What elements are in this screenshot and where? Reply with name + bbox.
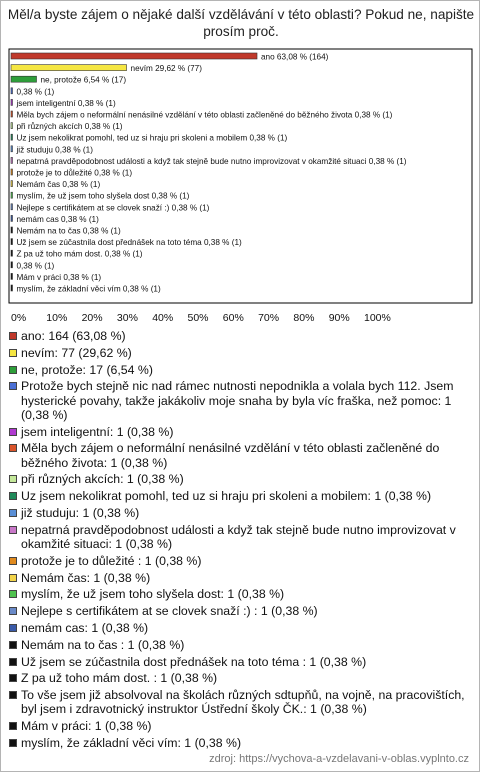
bar-11 (11, 181, 12, 187)
bar-label-13: Nejlepe s certifikátem at se clovek snaží :) 0,38 % (1) (16, 203, 210, 213)
legend-item (9, 571, 473, 585)
bar-4 (11, 99, 12, 105)
bar-label-5: Měla bych zájem o neformální nenásilné vzdělání v této oblasti začleněné do běžného života 0,38 % (1) (16, 110, 393, 120)
legend-label: jsem inteligentní: 1 (0,38 %) (21, 424, 174, 439)
bar-15 (11, 227, 12, 233)
legend-item (9, 671, 473, 685)
bar-label-12: myslím, že už jsem toho slyšela dost 0,38 % (1) (16, 191, 190, 201)
legend-swatch (9, 641, 17, 649)
legend-swatch (9, 722, 17, 730)
bar-label-19: Mám v práci 0,38 % (1) (16, 272, 102, 282)
x-axis-ticks (11, 312, 391, 324)
bar-14 (11, 215, 12, 221)
legend-label: nepatrná pravděpodobnost události a když tak stejně bude nutno improvizovat v okamžité situaci: 1 (0,38 %) (21, 522, 456, 551)
chart-legend (9, 329, 473, 753)
bar-label-14: nemám cas 0,38 % (1) (16, 214, 99, 224)
bar-12 (11, 192, 12, 198)
legend-label: Nemám na to čas : 1 (0,38 %) (21, 637, 185, 652)
legend-item (9, 489, 473, 503)
legend-item (9, 441, 473, 469)
legend-swatch (9, 574, 17, 582)
bar-18 (11, 262, 12, 268)
legend-item (9, 554, 473, 568)
chart-title: Měl/a byste zájem o nějaké další vzdělávání v této oblasti? Pokud ne, napište prosím proč. (7, 7, 475, 39)
legend-swatch (9, 349, 17, 357)
bar-19 (11, 273, 12, 279)
legend-swatch (9, 691, 17, 699)
bar-5 (11, 111, 12, 117)
bar-label-9: nepatrná pravděpodobnost události a když tak stejně bude nutno improvizovat v okamžité situaci 0,38 % (1) (16, 156, 407, 166)
legend-swatch (9, 658, 17, 666)
x-tick-label: 20% (81, 312, 103, 324)
x-tick-label: 50% (187, 312, 209, 324)
legend-label: Uz jsem nekolikrat pomohl, ted uz si hraju pri skoleni a mobilem: 1 (0,38 %) (21, 489, 432, 504)
legend-swatch (9, 444, 17, 452)
bar-label-8: již studuju 0,38 % (1) (16, 145, 93, 155)
legend-item (9, 587, 473, 601)
legend-swatch (9, 332, 17, 340)
legend-item (9, 719, 473, 733)
bar-label-0: ano 63,08 % (164) (261, 52, 329, 62)
bar-label-17: Z pa už toho mám dost. 0,38 % (1) (16, 249, 143, 259)
legend-item (9, 329, 473, 343)
legend-label: ne, protože: 17 (6,54 %) (21, 362, 153, 377)
bar-20 (11, 285, 12, 291)
legend-item (9, 363, 473, 377)
x-tick-label: 70% (258, 312, 280, 324)
legend-label: ano: 164 (63,08 %) (21, 329, 126, 343)
x-tick-label: 0% (11, 312, 27, 324)
legend-swatch (9, 674, 17, 682)
legend-item (9, 688, 473, 716)
bar-17 (11, 250, 12, 256)
legend-swatch (9, 492, 17, 500)
legend-swatch (9, 590, 17, 598)
bar-10 (11, 169, 12, 175)
bar-label-16: Už jsem se zúčastnila dost přednášek na toto téma 0,38 % (1) (16, 238, 242, 248)
legend-label: již studuju: 1 (0,38 %) (21, 505, 140, 520)
legend-item (9, 604, 473, 618)
x-tick-label: 30% (116, 312, 138, 324)
bar-chart (1, 1, 480, 331)
bar-label-20: myslím, že základní věci vím 0,38 % (1) (16, 284, 161, 294)
bar-label-1: nevím 29,62 % (77) (130, 64, 202, 74)
bar-0 (11, 53, 257, 59)
legend-swatch (9, 557, 17, 565)
legend-item (9, 472, 473, 486)
legend-swatch (9, 624, 17, 632)
bar-label-3: 0,38 % (1) (16, 87, 55, 97)
legend-swatch (9, 526, 17, 534)
legend-label: myslím, že už jsem toho slyšela dost: 1 (0,38 %) (21, 587, 285, 602)
legend-label: Měla bych zájem o neformální nenásilné vzdělání v této oblasti začleněné do běžného života: 1 (0,38 %) (21, 441, 440, 470)
bar-8 (11, 146, 12, 152)
legend-swatch (9, 475, 17, 483)
x-tick-label: 10% (46, 312, 68, 324)
bar-2 (11, 76, 37, 82)
legend-swatch (9, 382, 17, 390)
legend-label: Z pa už toho mám dost. : 1 (0,38 %) (21, 671, 218, 686)
x-tick-label: 60% (222, 312, 244, 324)
bar-16 (11, 239, 12, 245)
bar-3 (11, 88, 12, 94)
bar-label-15: Nemám na to čas 0,38 % (1) (16, 226, 121, 236)
legend-swatch (9, 739, 17, 747)
legend-label: Mám v práci: 1 (0,38 %) (21, 719, 152, 734)
x-tick-label: 80% (293, 312, 315, 324)
bar-label-4: jsem inteligentní 0,38 % (1) (16, 98, 116, 108)
legend-label: protože je to důležité : 1 (0,38 %) (21, 553, 202, 568)
legend-label: Nemám čas: 1 (0,38 %) (21, 570, 151, 585)
legend-item (9, 523, 473, 551)
x-tick-label: 90% (328, 312, 350, 324)
legend-item (9, 736, 473, 750)
x-tick-label: 40% (152, 312, 174, 324)
bar-label-6: při různých akcích 0,38 % (1) (16, 122, 123, 132)
x-tick-label: 100% (364, 312, 391, 324)
bar-label-2: ne, protože 6,54 % (17) (40, 75, 127, 85)
bar-label-10: protože je to důležité 0,38 % (1) (16, 168, 133, 178)
legend-item (9, 346, 473, 360)
legend-label: Už jsem se zúčastnila dost přednášek na toto téma : 1 (0,38 %) (21, 654, 367, 669)
legend-swatch (9, 366, 17, 374)
legend-item (9, 638, 473, 652)
legend-item (9, 621, 473, 635)
legend-swatch (9, 607, 17, 615)
legend-swatch (9, 509, 17, 517)
legend-item (9, 379, 473, 422)
bar-9 (11, 157, 12, 163)
bar-label-11: Nemám čas 0,38 % (1) (16, 180, 101, 190)
bar-1 (11, 65, 127, 71)
bar-7 (11, 134, 12, 140)
legend-swatch (9, 428, 17, 436)
legend-item (9, 506, 473, 520)
bar-13 (11, 204, 12, 210)
legend-label: Nejlepe s certifikátem at se clovek snaží :) : 1 (0,38 %) (21, 604, 318, 619)
legend-label: nemám cas: 1 (0,38 %) (21, 620, 149, 635)
legend-label: nevím: 77 (29,62 %) (21, 345, 132, 360)
bar-label-7: Uz jsem nekolikrat pomohl, ted uz si hraju pri skoleni a mobilem 0,38 % (1) (16, 133, 288, 143)
legend-label: Protože bych stejně nic nad rámec nutnosti nepodnikla a volala bych 112. Jsem hysterické povahy, takže jakákoliv moje snaha by byla víc fraška, než pomoc: 1 (0,38 %) (21, 379, 454, 422)
legend-label: To vše jsem již absolvoval na školách různých sdtupňů, na vojně, na pracovištích, byl jsem i zdravotnický instruktor Ústřední školy ČK.: 1 (0,38 %) (21, 688, 465, 717)
legend-label: myslím, že základní věci vím: 1 (0,38 %) (21, 735, 242, 750)
legend-item (9, 425, 473, 439)
legend-item (9, 655, 473, 669)
bar-6 (11, 123, 12, 129)
legend-label: při různých akcích: 1 (0,38 %) (21, 472, 184, 487)
bar-label-18: 0,38 % (1) (16, 261, 55, 271)
source-note: zdroj: https://vychova-a-vzdelavani-v-oblas.vyplnto.cz (209, 753, 469, 765)
